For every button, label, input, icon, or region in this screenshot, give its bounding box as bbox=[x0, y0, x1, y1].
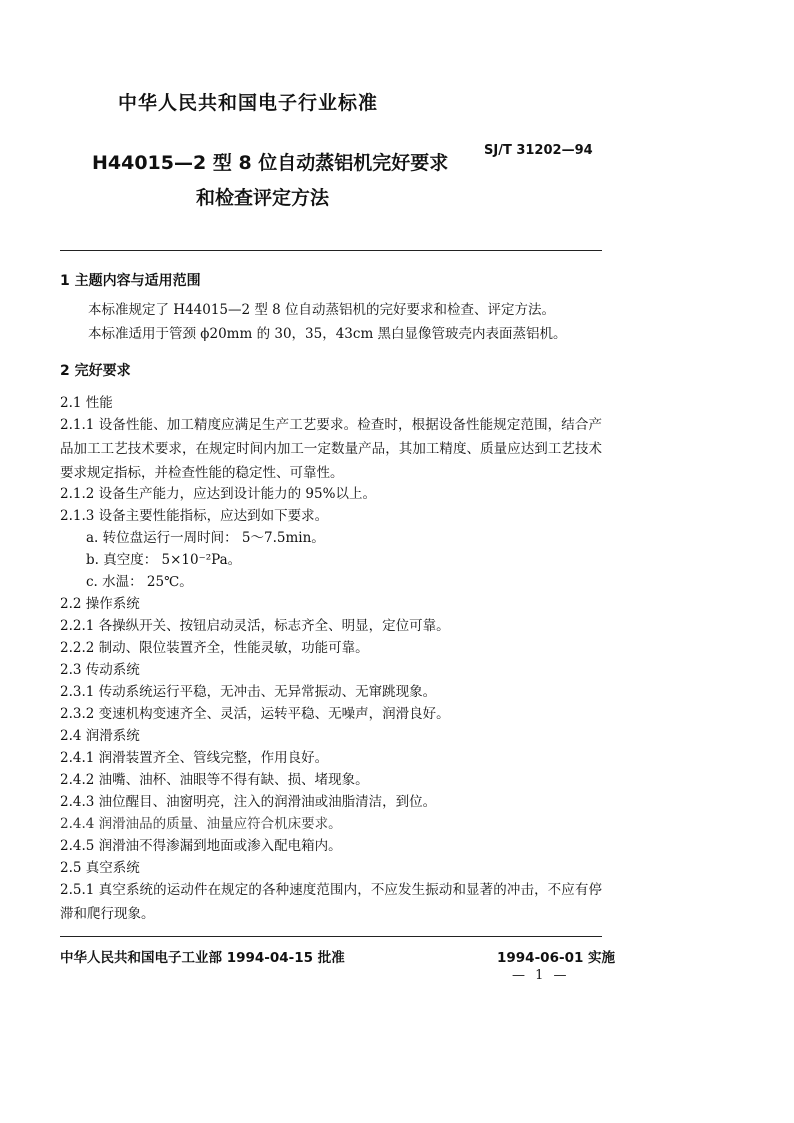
doc-title-line1: H44015—2 型 8 位自动蒸铝机完好要求 bbox=[92, 152, 449, 174]
clause-2-4: 2.4 润滑系统 bbox=[60, 728, 140, 744]
clause-2-5-1: 2.5.1 真空系统的运动件在规定的各种速度范围内，不应发生振动和显著的冲击，不应有停滞和爬行现象。 bbox=[60, 882, 602, 922]
section-1-heading: 1 主题内容与适用范围 bbox=[60, 273, 201, 289]
clause-2-4-1: 2.4.1 润滑装置齐全、管线完整，作用良好。 bbox=[60, 750, 329, 766]
clause-2-2-2: 2.2.2 制动、限位装置齐全，性能灵敏，功能可靠。 bbox=[60, 640, 369, 656]
approval-note: 中华人民共和国电子工业部 1994-04-15 批准 bbox=[60, 950, 345, 966]
clause-2-2: 2.2 操作系统 bbox=[60, 596, 140, 612]
section-1-paragraph-2: 本标准适用于管颈 ϕ20mm 的 30，35，43cm 黑白显像管玻壳内表面蒸铝机。 bbox=[88, 326, 567, 342]
clause-2-3-2: 2.3.2 变速机构变速齐全、灵活，运转平稳、无噪声，润滑良好。 bbox=[60, 706, 450, 722]
standard-number: SJ/T 31202—94 bbox=[484, 143, 593, 158]
list-item-a: a. 转位盘运行一周时间： 5～7.5min。 bbox=[86, 530, 325, 546]
clause-2-1-3: 2.1.3 设备主要性能指标，应达到如下要求。 bbox=[60, 508, 329, 524]
clause-2-1: 2.1 性能 bbox=[60, 395, 113, 411]
org-title: 中华人民共和国电子行业标准 bbox=[118, 92, 379, 114]
section-2-heading: 2 完好要求 bbox=[60, 363, 131, 379]
clause-2-2-1: 2.2.1 各操纵开关、按钮启动灵活，标志齐全、明显，定位可靠。 bbox=[60, 618, 450, 634]
clause-2-4-2: 2.4.2 油嘴、油杯、油眼等不得有缺、损、堵现象。 bbox=[60, 772, 369, 788]
clause-2-3-1: 2.3.1 传动系统运行平稳，无冲击、无异常振动、无窜跳现象。 bbox=[60, 684, 437, 700]
header-rule bbox=[60, 250, 602, 251]
list-item-b: b. 真空度： 5×10⁻²Pa。 bbox=[86, 552, 242, 568]
page-number: — 1 — bbox=[512, 968, 570, 983]
implementation-date: 1994-06-01 实施 bbox=[497, 950, 616, 966]
clause-2-1-2: 2.1.2 设备生产能力，应达到设计能力的 95%以上。 bbox=[60, 486, 376, 502]
clause-2-5: 2.5 真空系统 bbox=[60, 860, 140, 876]
section-1-paragraph-1: 本标准规定了 H44015—2 型 8 位自动蒸铝机的完好要求和检查、评定方法。 bbox=[88, 302, 556, 318]
footer-rule bbox=[60, 936, 602, 937]
clause-2-4-3: 2.4.3 油位醒目、油窗明亮，注入的润滑油或油脂清洁，到位。 bbox=[60, 794, 437, 810]
clause-2-4-4: 2.4.4 润滑油品的质量、油量应符合机床要求。 bbox=[60, 816, 342, 832]
clause-2-3: 2.3 传动系统 bbox=[60, 662, 140, 678]
clause-2-4-5: 2.4.5 润滑油不得渗漏到地面或渗入配电箱内。 bbox=[60, 838, 342, 854]
list-item-c: c. 水温： 25℃。 bbox=[86, 574, 193, 590]
doc-title-line2: 和检查评定方法 bbox=[196, 187, 330, 209]
clause-2-1-1: 2.1.1 设备性能、加工精度应满足生产工艺要求。检查时，根据设备性能规定范围，结合产品加工工艺技术要求，在规定时间内加工一定数量产品，其加工精度、质量应达到工艺技术要求规定指标，并检查性能的稳定性、可靠性。 bbox=[60, 417, 602, 481]
